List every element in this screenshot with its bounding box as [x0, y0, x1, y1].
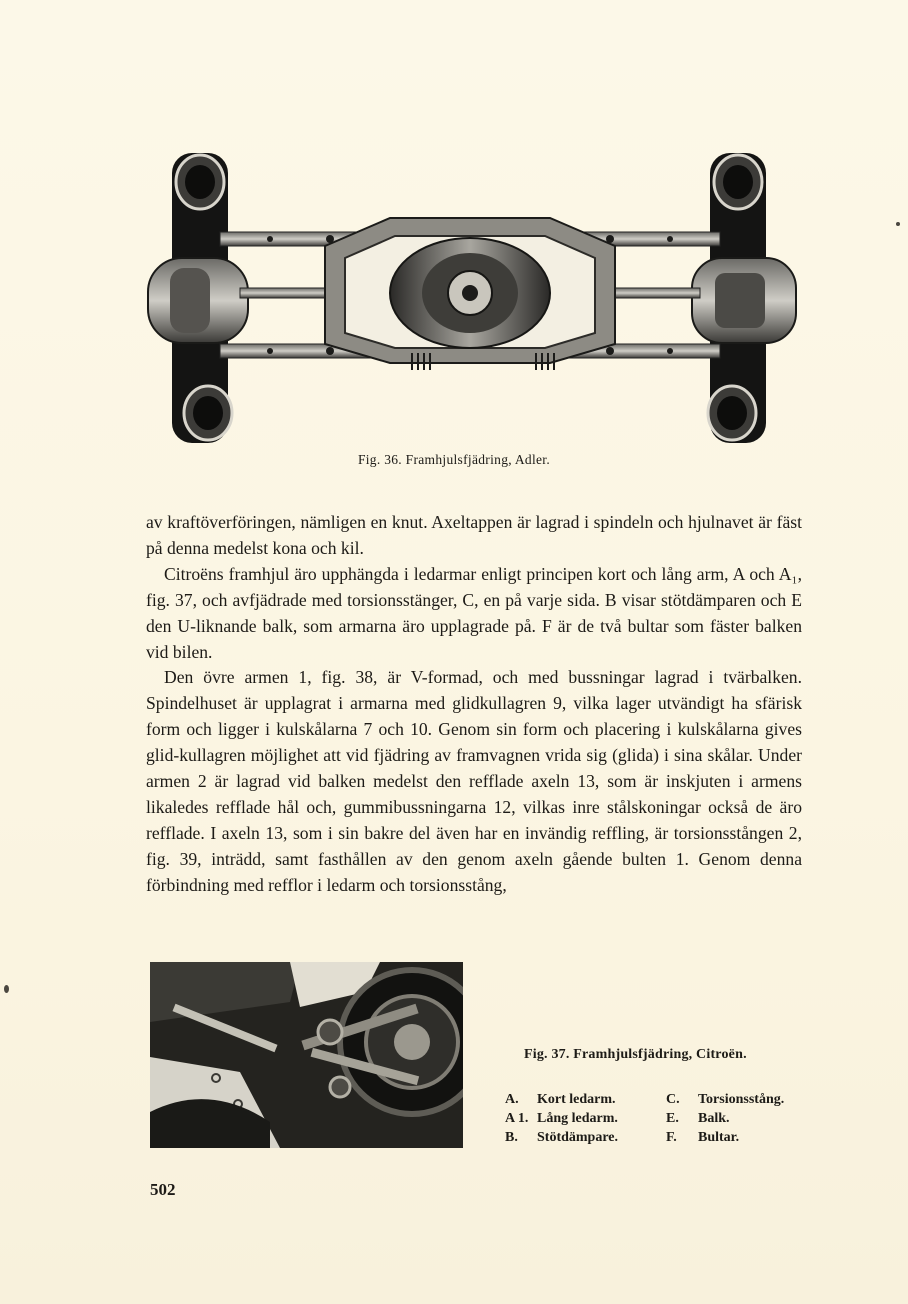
body-text [146, 510, 802, 899]
figure-37-photo [150, 962, 463, 1148]
legend-item: B. Stötdämpare. [505, 1130, 619, 1145]
figure-37-caption: Fig. 37. Framhjulsfjädring, Citroën. [524, 1047, 747, 1062]
legend-item: A 1. Lång ledarm. [505, 1111, 618, 1126]
legend-column-right [666, 1090, 784, 1147]
paragraph-1: av kraftöverföringen, nämligen en knut. Axeltappen är lagrad i spindeln och hjulnavet är fäst på denna medelst kona och kil. [146, 512, 802, 558]
legend-item: C. Torsionsstång. [666, 1092, 785, 1107]
paragraph-2: Citroëns framhjul äro upphängda i ledarmar enligt principen kort och lång arm, A och A₁, fig. 37, och avfjädrade med torsionsstänger, C, en på varje sida. B visar stötdämparen och E den U-liknande balk, som armarna äro upplagrade på. F är de två bultar som fäster balken vid bilen. [146, 563, 802, 662]
legend-item: A. Kort ledarm. [505, 1092, 616, 1107]
page-number: 502 [150, 1180, 176, 1199]
figure-36-image [140, 148, 800, 448]
legend-item: E. Balk. [666, 1111, 730, 1126]
legend-item: F. Bultar. [666, 1130, 740, 1145]
legend-column-left [505, 1090, 618, 1147]
paper-speck [4, 985, 9, 993]
paper-speck [896, 222, 900, 226]
paragraph-3: Den övre armen 1, fig. 38, är V-formad, och med bussningar lagrad i tvärbalken. Spindelhuset är upplagrat i armarna med glidkullagren 9, vilka lager utvändigt ha sfärisk form och ligger i kulskålarna 7 och 10. Genom sin form och placering i kulskålarna gives glid-kullagren möjlighet att vid fjädring av framvagnen vrida sig (glida) i sina skålar. Under armen 2 är lagrad vid balken medelst den refflade axeln 13, som är inskjuten i armens likaledes refflade hål och, gummibussningarna 12, vilkas inre stålskoningar också de äro refflade. I axeln 13, som i sin bakre del även har en invändig reffling, är torsionsstången 2, fig. 39, inträdd, samt fasthållen av den genom axeln gående bulten 1. Genom denna förbindning med refflor i ledarm och torsionsstång, [146, 667, 802, 895]
figure-36-caption: Fig. 36. Framhjulsfjädring, Adler. [357, 452, 551, 467]
